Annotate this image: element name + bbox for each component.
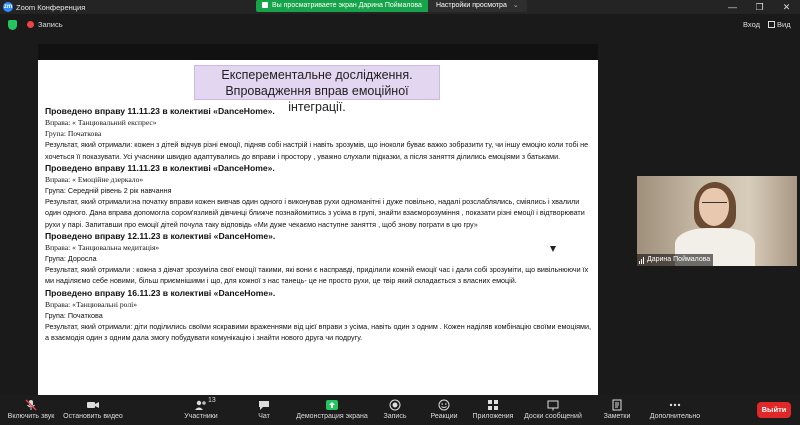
participant-name-label <box>637 254 713 266</box>
audio-level-icon <box>639 257 644 264</box>
more-label: Дополнительно <box>649 413 701 420</box>
participant-glasses <box>702 202 727 208</box>
chat-label: Чат <box>258 413 270 420</box>
apps-icon <box>487 399 499 411</box>
apps-label: Приложения <box>472 413 514 420</box>
block-exercise: Вправа: « Танцювальний експрес» <box>45 118 157 127</box>
microphone-muted-icon <box>25 399 37 411</box>
chevron-down-icon: ⌄ <box>512 2 519 9</box>
block-result: Результат, який отримали:на початку вправи кожен вивчав один одного і виконував рухи одноманітні і дуже повільно, надалі розслаблялись, сміялись і хвалили один одного. Дана вправа допомогла сором'язливій дівчинці ближче познайомитись з усіма в групі, знайти взаєморозуміння , показати різні емоції і відтворювати рухи у парі. Запитавши про емоції дітей почула таку відповідь «Ми дуже чекаємо наступне заняття , щоб знову пограти в цю гру» <box>45 197 585 229</box>
block-group: Група: Початкова <box>45 129 102 139</box>
more-icon <box>669 399 681 411</box>
grid-view-icon <box>768 21 775 28</box>
record-button[interactable] <box>381 395 409 425</box>
chat-icon <box>258 399 270 411</box>
screen-share-icon <box>262 2 268 8</box>
zoom-logo-icon: zm <box>3 4 13 10</box>
close-icon[interactable]: ✕ <box>782 2 791 12</box>
record-icon <box>389 399 401 411</box>
slide-title-line2: Впровадження вправ емоційної інтеграції. <box>225 84 409 114</box>
block-exercise: Вправа: « Танцювальна медитація» <box>45 242 160 252</box>
leave-meeting-button[interactable]: Выйти <box>757 402 791 418</box>
viewing-screen-indicator <box>256 0 428 12</box>
slide-title-box <box>194 65 440 114</box>
slide-title-line1: Експерементальне дослідження. <box>221 68 413 82</box>
view-options-button[interactable] <box>428 0 527 12</box>
maximize-icon[interactable]: ❐ <box>755 2 764 12</box>
share-banner <box>256 0 527 12</box>
participants-button[interactable] <box>180 395 222 425</box>
block-group: Група: Початкова <box>45 310 103 320</box>
share-screen-button[interactable] <box>295 395 369 425</box>
security-shield-icon[interactable] <box>8 20 17 30</box>
window-controls <box>719 0 800 14</box>
reactions-icon <box>438 399 450 411</box>
block-heading: Проведено вправу 12.11.23 в колективі «DanceHome». <box>45 230 276 241</box>
more-button[interactable] <box>646 395 704 425</box>
block-heading: Проведено вправу 11.11.23 в колективі «DanceHome». <box>45 162 275 173</box>
block-exercise: Вправа: « Емоційне дзеркало» <box>45 174 144 184</box>
notes-button[interactable] <box>600 395 634 425</box>
reactions-label: Реакции <box>430 413 458 420</box>
meeting-top-strip <box>0 14 800 36</box>
view-label: Вид <box>777 20 791 29</box>
video-camera-icon <box>86 399 100 411</box>
mouse-cursor-icon <box>550 246 556 252</box>
record-label: Запись <box>383 413 407 420</box>
stop-video-label: Остановить видео <box>63 413 123 420</box>
view-button[interactable] <box>768 20 791 29</box>
block-heading: Проведено вправу 16.11.23 в колективі «DanceHome». <box>45 287 276 298</box>
block-group: Група: Доросла <box>45 254 97 264</box>
block-group: Група: Середній рівень 2 рік навчання <box>45 186 172 196</box>
block-result: Результат, який отримали: кожен з дітей відчув різні емоції, підняв собі настрій і навіть зрозумів, що іноколи буває важко зобразити ту, чи іншу емоцію коли тобі не хочеться її показувати. Усі учасники швидко адаптувались до вправи і простору , уважно слухали підказки, а після заняття ділились емоціями з батьками. <box>45 140 589 161</box>
unmute-label: Включить звук <box>7 413 55 420</box>
block-result: Результат, який отримали : кожна з дівчат зрозуміла свої емоції такими, які вони є насправді, приділили кожній емоції час і дали собі зрозуміти, що вивільнюючи їх ми наділяємо себе новими, більш приємнішими і що, для кожної з нас танець- це не просто рухи, це твір який складається з власних емоцій. <box>45 265 589 286</box>
window-title: Zoom Конференция <box>16 2 86 12</box>
whiteboard-label: Доски сообщений <box>524 413 582 420</box>
viewing-screen-text: Вы просматриваете экран Дарина Поймалова <box>272 2 422 9</box>
share-screen-icon <box>325 399 339 411</box>
stop-video-button[interactable] <box>62 395 124 425</box>
whiteboard-icon <box>547 399 559 411</box>
notes-icon <box>611 399 623 411</box>
block-exercise: Вправа: «Танцювальні ролі» <box>45 299 138 309</box>
share-screen-label: Демонстрация экрана <box>296 413 368 420</box>
participants-count: 13 <box>208 397 216 404</box>
participant-video-tile[interactable] <box>637 176 797 266</box>
participants-icon <box>194 399 208 411</box>
notes-label: Заметки <box>603 413 631 420</box>
meeting-toolbar <box>0 395 800 425</box>
chat-button[interactable] <box>252 395 276 425</box>
unmute-button[interactable] <box>4 395 58 425</box>
recording-dot-icon <box>27 21 34 28</box>
shared-screen <box>38 44 598 395</box>
whiteboard-button[interactable] <box>522 395 584 425</box>
minimize-icon[interactable]: — <box>728 2 737 12</box>
participants-label: Участники <box>184 413 218 420</box>
apps-button[interactable] <box>471 395 515 425</box>
block-result: Результат, який отримали: діти поділились своїми яскравими враженнями від цієї вправи з усіма, навіть один з одним . Кожен наділяв комбінацію своїми емоціями, а взаємодія один з одним дала змогу побудувати комунікацію і знайти нового друга чи подругу. <box>45 322 591 343</box>
slide-body <box>45 105 593 343</box>
login-button[interactable]: Вход <box>743 20 760 29</box>
shared-screen-topbar <box>38 44 598 60</box>
view-options-label: Настройки просмотра <box>435 2 507 9</box>
recording-label[interactable]: Запись <box>38 20 63 29</box>
block-heading: Проведено вправу 11.11.23 в колективі «DanceHome». <box>45 106 275 116</box>
participant-name: Дарина Поймалова <box>647 256 711 263</box>
reactions-button[interactable] <box>427 395 461 425</box>
